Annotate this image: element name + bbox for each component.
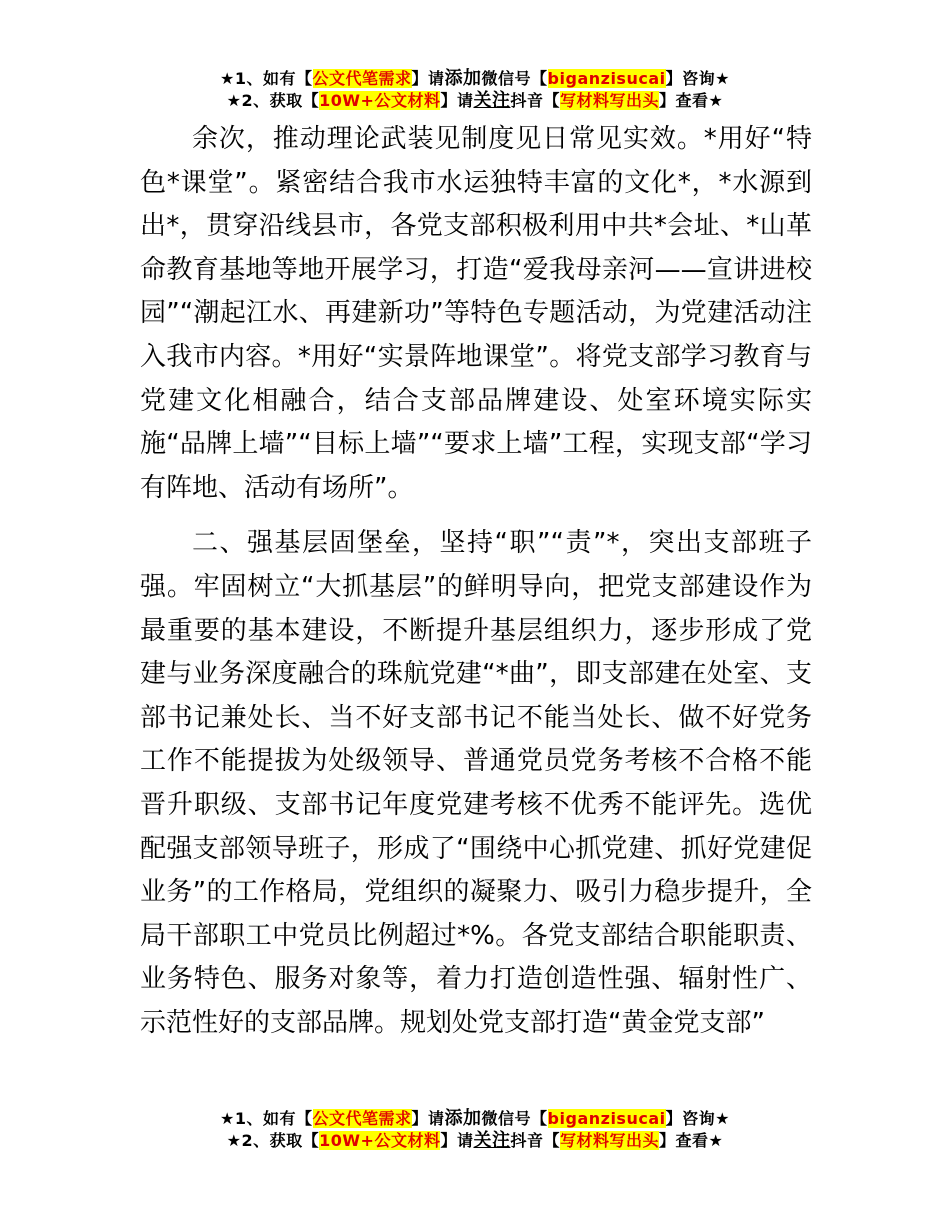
footer-line-1: ★1、如有【公文代笔需求】请添加微信号【biganzisucai】咨询★: [220, 1108, 730, 1129]
header-emph-follow: 关注: [473, 90, 511, 111]
footer-banner: [0, 1108, 950, 1152]
body-paragraph-2: 二、强基层固堡垒，坚持“职”“责”*，突出支部班子强。牢固树立“大抓基层”的鲜明导向，把党支部建设作为最重要的基本建设，不断提升基层组织力，逐步形成了党建与业务深度融合的珠航党建“*曲”，即支部建在处室、支部书记兼处长、当不好支部书记不能当处长、做不好党务工作不能提拔为处级领导、普通党员党务考核不合格不能晋升职级、支部书记年度党建考核不优秀不能评先。选优配强支部领导班子，形成了“围绕中心抓党建、抓好党建促业务”的工作格局，党组织的凝聚力、吸引力稳步提升，全局干部职工中党员比例超过*%。各党支部结合职能职责、业务特色、服务对象等，着力打造创造性强、辐射性广、示范性好的支部品牌。规划处党支部打造“黄金党支部”: [140, 528, 812, 1038]
header-banner: [0, 68, 950, 112]
header-line-2: ★2、获取【10W+公文材料】请关注抖音【写材料写出头】查看★: [226, 90, 724, 111]
footer-douyin-account: 写材料写出头: [559, 1131, 659, 1150]
footer-highlight-ghostwriting: 公文代笔需求: [312, 1109, 412, 1128]
footer-emph-add: 添加: [444, 1108, 482, 1129]
footer-emph-follow: 关注: [473, 1130, 511, 1151]
header-highlight-materials: 10W+公文材料: [319, 91, 441, 110]
header-highlight-ghostwriting: 公文代笔需求: [312, 69, 412, 88]
footer-line-2: ★2、获取【10W+公文材料】请关注抖音【写材料写出头】查看★: [226, 1130, 724, 1151]
header-douyin-account: 写材料写出头: [559, 91, 659, 110]
body-paragraph-1: 余次，推动理论武装见制度见日常见实效。*用好“特色*课堂”。紧密结合我市水运独特丰富的文化*，*水源到出*，贯穿沿线县市，各党支部积极利用中共*会址、*山革命教育基地等地开展学习，打造“爱我母亲河——宣讲进校园”“潮起江水、再建新功”等特色专题活动，为党建活动注入我市内容。*用好“实景阵地课堂”。将党支部学习教育与党建文化相融合，结合支部品牌建设、处室环境实际实施“品牌上墙”“目标上墙”“要求上墙”工程，实现支部“学习有阵地、活动有场所”。: [140, 124, 812, 503]
footer-wechat-id: biganzisucai: [547, 1109, 666, 1128]
footer-highlight-materials: 10W+公文材料: [319, 1131, 441, 1150]
document-body: [140, 118, 812, 1045]
header-emph-add: 添加: [444, 68, 482, 89]
header-wechat-id: biganzisucai: [547, 69, 666, 88]
header-line-1: ★1、如有【公文代笔需求】请添加微信号【biganzisucai】咨询★: [220, 68, 730, 89]
